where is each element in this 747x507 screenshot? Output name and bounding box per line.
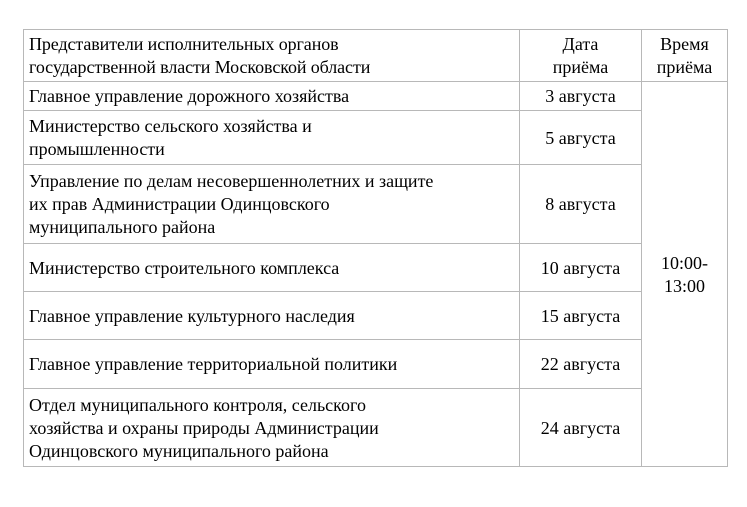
org-line: промышленности (29, 139, 165, 159)
table-row (24, 82, 728, 111)
org-cell (24, 389, 520, 467)
org-line: муниципального района (29, 217, 216, 237)
header-organization-line2: государственной власти Московской области (29, 57, 371, 77)
date-cell: 8 августа (520, 165, 642, 244)
date-cell: 24 августа (520, 389, 642, 467)
header-time (642, 30, 728, 82)
table-row (24, 244, 728, 292)
org-cell (24, 111, 520, 165)
table-row (24, 389, 728, 467)
org-line: Главное управление дорожного хозяйства (29, 86, 350, 106)
time-value-line1: 10:00- (661, 252, 708, 273)
date-cell: 15 августа (520, 292, 642, 340)
org-line: Одинцовского муниципального района (29, 440, 329, 461)
header-date (520, 30, 642, 82)
date-cell: 3 августа (520, 82, 642, 111)
header-organization-line1: Представители исполнительных органов (29, 34, 339, 54)
org-line: Управление по делам несовершеннолетних и защите (29, 171, 434, 191)
org-cell (24, 82, 520, 111)
table-row (24, 292, 728, 340)
header-time-line1: Время (660, 34, 709, 54)
time-cell (642, 82, 728, 467)
table-header-row (24, 30, 728, 82)
org-line: Отдел муниципального контроля, сельского (29, 394, 366, 415)
org-line: их прав Администрации Одинцовского (29, 194, 330, 214)
org-line: Главное управление территориальной политики (29, 354, 398, 374)
header-date-line1: Дата (562, 34, 599, 54)
table-row (24, 340, 728, 389)
org-cell (24, 292, 520, 340)
header-organization (24, 30, 520, 82)
date-cell: 22 августа (520, 340, 642, 389)
table-row (24, 111, 728, 165)
time-value-line2: 13:00 (663, 275, 705, 296)
org-cell (24, 340, 520, 389)
header-date-line2: приёма (552, 57, 609, 77)
org-line: Министерство сельского хозяйства и (29, 116, 312, 136)
org-cell (24, 244, 520, 292)
org-line: Главное управление культурного наследия (29, 305, 355, 326)
table-row (24, 165, 728, 244)
org-line: Министерство строительного комплекса (29, 257, 340, 278)
date-cell: 5 августа (520, 111, 642, 165)
org-cell (24, 165, 520, 244)
header-time-line2: приёма (656, 57, 713, 77)
org-line: хозяйства и охраны природы Администрации (29, 417, 379, 438)
date-cell: 10 августа (520, 244, 642, 292)
reception-schedule-table (23, 29, 728, 467)
